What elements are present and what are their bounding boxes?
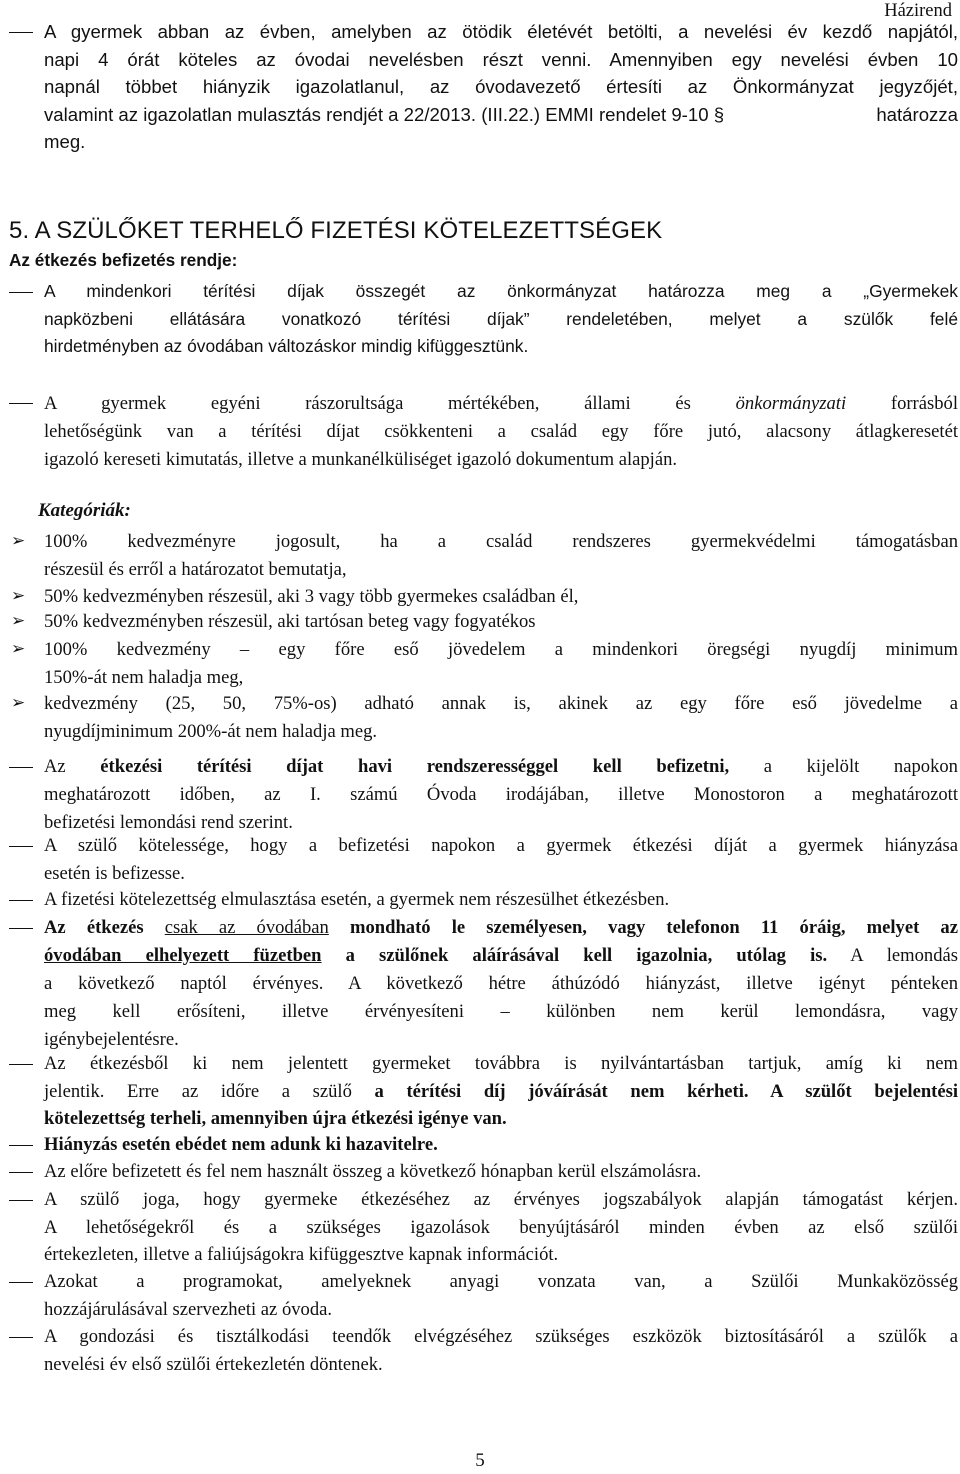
text-line [44,914,958,942]
intro-line-text: valamint az igazolatlan mulasztás rendjét a 22/2013. (III.22.) EMMI rendelet 9-10 [44,103,709,125]
dash-bullet [9,1172,33,1173]
text-line: 100% kedvezményre jogosult, ha a család rendszeres gyermekvédelmi támogatásban [44,531,958,552]
text-line [44,753,958,781]
text-run-underline: csak az óvodában [164,917,329,938]
text-run: A gyermek egyéni rászorultsága mértékében, állami és [44,393,736,414]
text-run-italic: önkormányzati [735,393,847,414]
dash-bullet [9,32,33,33]
text-line: lehetőségünk van a térítési díjat csökkenteni a család egy főre jutó, alacsony átlagkeresetét [44,421,958,442]
dash-bullet [9,767,33,768]
dash-bullet [9,900,33,901]
arrow-bullet-icon: ➢ [11,586,26,606]
dash-bullet [9,846,33,847]
dash-bullet [9,1200,33,1201]
text-line: napközbeni ellátására vonatkozó térítési díjak” rendeletében, melyet a szülők felé [44,308,958,329]
text-line: befizetési lemondási rend szerint. [44,812,293,833]
text-run: A lemondás [827,945,959,966]
text-line: hozzájárulásával szervezheti az óvoda. [44,1299,333,1320]
text-run-underline-bold: óvodában elhelyezett füzetben [44,945,322,966]
arrow-bullet-icon: ➢ [11,639,26,659]
text-line: a következő naptól érvényes. A következő hétre áthúzódó hiányzást, illetve igényt pénteken [44,973,958,994]
text-line: igénybejelentésre. [44,1029,179,1050]
text-line: részesül és erről a határozatot bemutatja, [44,558,347,580]
text-run: jelentik. Erre az időre a szülő [44,1080,375,1102]
text-run-bold: kötelezettség terheli, amennyiben újra étkezési igénye van. [44,1108,507,1129]
document-header: Házirend [884,1,952,21]
text-line: A szülő kötelessége, hogy a befizetési napokon a gyermek étkezési díját a gyermek hiányzása [44,835,958,856]
dash-bullet [9,928,33,929]
section-heading: 5. A SZÜLŐKET TERHELŐ FIZETÉSI KÖTELEZETTSÉGEK [9,217,663,244]
text-line [44,390,958,418]
dash-bullet [9,1145,33,1146]
text-line [44,1078,958,1106]
text-line [44,942,958,970]
text-run-bold: étkezési térítési díjat havi rendszerességgel kell befizetni, [100,756,730,777]
text-run: forrásból [846,393,958,414]
text-run: Az [44,756,101,777]
categories-title: Kategóriák: [38,500,131,521]
arrow-bullet-icon: ➢ [11,611,26,631]
text-line: esetén is befizesse. [44,863,185,884]
text-line: igazoló kereseti kimutatás, illetve a munkanélküliséget igazoló dokumentum alapján. [44,449,678,470]
arrow-bullet-icon: ➢ [11,531,26,551]
dash-bullet [9,403,33,404]
text-line: nyugdíjminimum 200%-át nem haladja meg. [44,721,378,742]
intro-line: napnál többet hiányzik igazolatlanul, az óvodavezető értesíti az Önkormányzat jegyzőjét, [44,76,958,97]
dash-bullet [9,1064,33,1065]
text-run-bold: Hiányzás esetén ebédet nem adunk ki hazavitelre. [44,1134,438,1155]
text-line: Az étkezésből ki nem jelentett gyermeket továbbra is nyilvántartásban tartjuk, amíg ki nem [44,1053,958,1074]
text-line [44,1131,958,1159]
text-run-bold: a térítési díj jóváírását nem kérheti. [374,1080,749,1102]
dash-bullet [9,1282,33,1283]
section-sign: § [713,103,725,125]
text-line: A mindenkori térítési díjak összegét az önkormányzat határozza meg a „Gyermekek [44,281,958,301]
dash-bullet [9,1337,33,1338]
text-line: Azokat a programokat, amelyeknek anyagi vonzata van, a Szülői Munkaközösség [44,1271,958,1292]
text-line: A gondozási és tisztálkodási teendők elvégzéséhez szükséges eszközök biztosításáról a szülők a [44,1326,958,1347]
intro-line: meg. [44,131,86,152]
text-line: 150%-át nem haladja meg, [44,666,244,688]
intro-line-text: határozza [876,103,958,125]
arrow-bullet-icon: ➢ [11,693,26,713]
text-line: A szülő joga, hogy gyermeke étkezéséhez az érvényes jogszabályok alapján támogatást kérjen. [44,1189,958,1210]
text-run-bold: Az étkezés [44,917,165,938]
text-line: 50% kedvezményben részesül, aki 3 vagy több gyermekes családban él, [44,586,579,607]
text-line: Az előre befizetett és fel nem használt összeg a következő hónapban kerül elszámolásra. [44,1161,702,1182]
text-run-bold: a szülőnek aláírásával kell igazolnia, utólag is. [321,945,828,966]
text-run-bold: mondható le személyesen, vagy telefonon 11 óráig, melyet az [328,917,958,938]
page-number: 5 [475,1450,485,1471]
section-subheading: Az étkezés befizetés rendje: [9,250,238,270]
intro-line: A gyermek abban az évben, amelyben az ötödik életévét betölti, a nevelési év kezdő napjától, [44,21,958,42]
text-run-bold: A szülőt bejelentési [748,1080,959,1102]
text-line: értekezleten, illetve a faliújságokra kifüggesztve kapnak információt. [44,1244,559,1265]
text-line: A fizetési kötelezettség elmulasztása esetén, a gyermek nem részesülhet étkezésben. [44,889,670,910]
text-line: hirdetményben az óvodában változáskor mindig kifüggesztünk. [44,336,529,356]
text-line: meghatározott időben, az I. számú Óvoda irodájában, illetve Monostoron a meghatározott [44,784,958,805]
intro-line-4 [44,101,958,129]
text-line: meg kell erősíteni, illetve érvényesíteni – különben nem kerül lemondásra, vagy [44,1001,958,1022]
text-line [44,1105,958,1133]
text-line: 50% kedvezményben részesül, aki tartósan beteg vagy fogyatékos [44,611,536,632]
text-line: 100% kedvezmény – egy főre eső jövedelem a mindenkori öregségi nyugdíj minimum [44,639,958,660]
text-run: a kijelölt napokon [729,756,958,777]
text-line: kedvezmény (25, 50, 75%-os) adható annak is, akinek az egy főre eső jövedelme a [44,693,958,714]
intro-line: napi 4 órát köteles az óvodai nevelésben részt venni. Amennyiben egy nevelési évben 10 [44,48,958,70]
dash-bullet [9,292,33,293]
text-line: nevelési év első szülői értekezletén döntenek. [44,1354,383,1375]
text-line: A lehetőségekről és a szükséges igazolások benyújtásáról minden évben az első szülői [44,1216,958,1238]
